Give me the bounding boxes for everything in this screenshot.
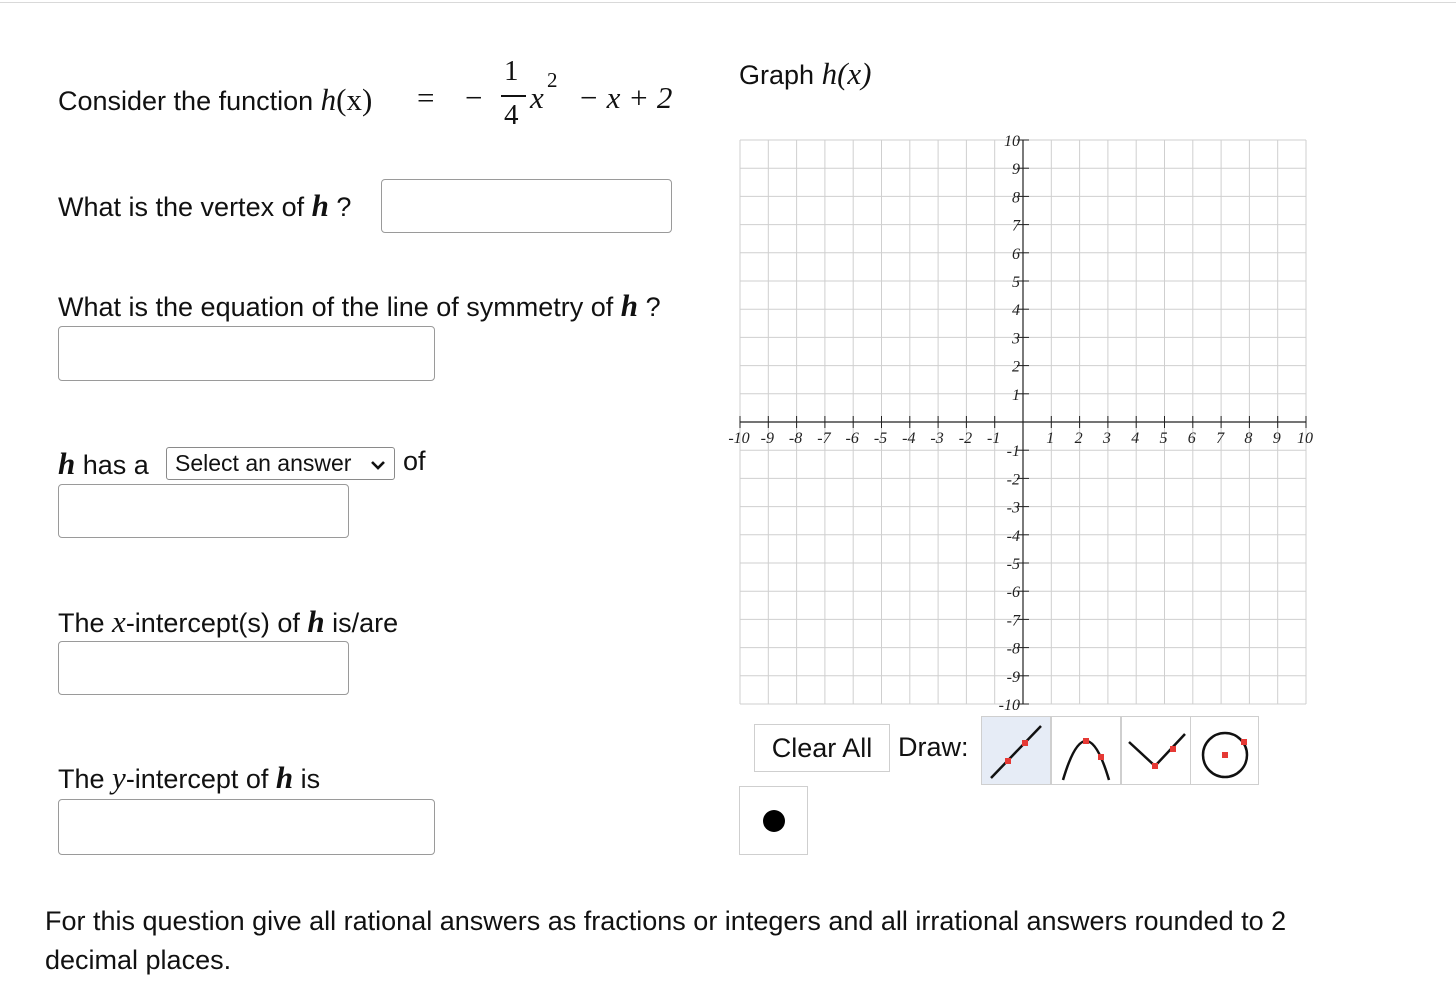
fraction-bar	[501, 95, 526, 97]
top-divider	[0, 2, 1456, 3]
x-tick-label: 3	[1102, 430, 1111, 447]
y-intercept-func: h	[275, 760, 294, 795]
extremum-select-value: Select an answer	[175, 450, 352, 476]
point-tool-button[interactable]	[739, 786, 808, 855]
exponent: 2	[547, 68, 558, 92]
x-tick-label: -7	[817, 430, 831, 447]
intro-text: Consider the function	[58, 86, 314, 116]
func-name: h	[320, 82, 337, 117]
y-tick-label: -5	[1006, 556, 1020, 573]
x-tick-label: 2	[1074, 430, 1083, 447]
y-tick-label: 8	[1012, 189, 1020, 207]
parabola-tool-button[interactable]	[1051, 716, 1121, 785]
x-intercept-var: x	[112, 604, 126, 639]
symmetry-label	[58, 288, 661, 324]
y-intercept-prefix: The	[58, 764, 105, 794]
x-tick-label: 9	[1272, 430, 1281, 447]
extremum-label	[58, 446, 149, 482]
vertex-label-text: What is the vertex of	[58, 192, 305, 222]
y-tick-label: -1	[1006, 443, 1020, 461]
x-intercept-input[interactable]	[58, 641, 349, 695]
vertex-var: h	[311, 188, 329, 223]
x-tick-label: 5	[1159, 430, 1168, 447]
y-tick-label: 4	[1012, 302, 1020, 320]
x-tick-label: -10	[728, 430, 750, 447]
x-tick-label: -9	[760, 430, 774, 447]
x-tick-label: -2	[958, 430, 973, 447]
clear-all-button[interactable]: Clear All	[754, 724, 890, 772]
extremum-var: h	[58, 446, 76, 481]
y-tick-label: -3	[1006, 499, 1020, 517]
y-tick-label: -7	[1006, 612, 1020, 630]
vee-tool-icon	[1125, 720, 1187, 782]
remaining-terms: − x + 2	[578, 80, 673, 115]
extremum-prefix: has a	[82, 450, 149, 480]
draw-label: Draw:	[898, 732, 969, 762]
x-variable: x	[530, 80, 544, 115]
vertex-input[interactable]	[381, 179, 672, 233]
y-intercept-input[interactable]	[58, 799, 435, 855]
line-tool-icon	[985, 720, 1047, 782]
fraction-denominator: 4	[504, 99, 519, 131]
x-tick-label: -3	[930, 430, 944, 447]
x-tick-label: -5	[873, 430, 888, 447]
extremum-select[interactable]	[166, 447, 395, 480]
x-tick-label: 7	[1216, 430, 1225, 447]
y-tick-label: 7	[1012, 217, 1020, 235]
y-tick-label: -2	[1006, 471, 1020, 489]
symmetry-input[interactable]	[58, 326, 435, 381]
y-tick-label: -6	[1006, 584, 1020, 602]
x-tick-label: -6	[845, 430, 859, 447]
y-tick-label: 10	[1004, 133, 1020, 150]
x-intercept-middle: -intercept(s) of	[125, 608, 300, 638]
minus-sign: −	[465, 80, 483, 115]
graph-title-func: h(x)	[821, 56, 872, 91]
x-tick-label: -4	[902, 430, 916, 447]
graph-title	[739, 56, 871, 92]
chevron-down-icon	[370, 450, 386, 477]
symmetry-var: h	[620, 288, 639, 323]
x-tick-label: 4	[1131, 430, 1140, 447]
x-tick-label: 10	[1297, 430, 1313, 447]
equals-sign: =	[417, 80, 435, 115]
parabola-tool-icon	[1055, 720, 1117, 782]
y-tick-label: 6	[1012, 245, 1020, 263]
func-arg: (x)	[336, 82, 373, 117]
vee-tool-button[interactable]	[1121, 716, 1191, 785]
y-intercept-suffix: is	[300, 764, 321, 794]
circle-tool-icon	[1194, 720, 1256, 782]
x-tick-label: 8	[1244, 430, 1253, 447]
y-tick-label: 3	[1012, 330, 1020, 348]
symmetry-suffix: ?	[645, 292, 661, 322]
graph-canvas[interactable]	[728, 133, 1313, 714]
vertex-label	[58, 188, 351, 224]
y-tick-label: -8	[1006, 640, 1020, 658]
y-intercept-label	[58, 760, 320, 796]
function-statement	[58, 82, 372, 118]
x-tick-label: -8	[788, 430, 803, 447]
line-tool-button[interactable]	[981, 716, 1051, 785]
y-tick-label: 9	[1012, 161, 1020, 179]
x-tick-label: 6	[1187, 430, 1196, 447]
y-intercept-middle: -intercept of	[125, 764, 269, 794]
y-tick-label: 2	[1012, 358, 1020, 376]
vertex-suffix: ?	[336, 192, 352, 222]
circle-tool-button[interactable]	[1190, 716, 1259, 785]
instructions-footer: For this question give all rational answers as fractions or integers and all irrational answers rounded to 2 decimal places.	[45, 906, 1287, 975]
extremum-suffix: of	[403, 446, 426, 476]
y-intercept-var: y	[112, 760, 126, 795]
symmetry-label-text: What is the equation of the line of symmetry of	[58, 292, 614, 322]
y-tick-label: -10	[998, 697, 1020, 714]
x-intercept-func: h	[307, 604, 325, 639]
x-intercept-suffix: is/are	[332, 608, 399, 638]
x-intercept-prefix: The	[58, 608, 105, 638]
x-tick-label: 1	[1046, 430, 1055, 447]
fraction-numerator: 1	[504, 55, 519, 87]
point-tool-icon	[759, 806, 789, 836]
extremum-input[interactable]	[58, 484, 349, 538]
y-tick-label: -4	[1006, 527, 1020, 545]
y-tick-label: 1	[1012, 386, 1020, 404]
graph-title-prefix: Graph	[739, 60, 815, 90]
y-tick-label: -9	[1006, 668, 1020, 686]
y-tick-label: 5	[1012, 274, 1020, 291]
x-tick-label: -1	[987, 430, 1001, 447]
x-intercept-label	[58, 604, 398, 640]
